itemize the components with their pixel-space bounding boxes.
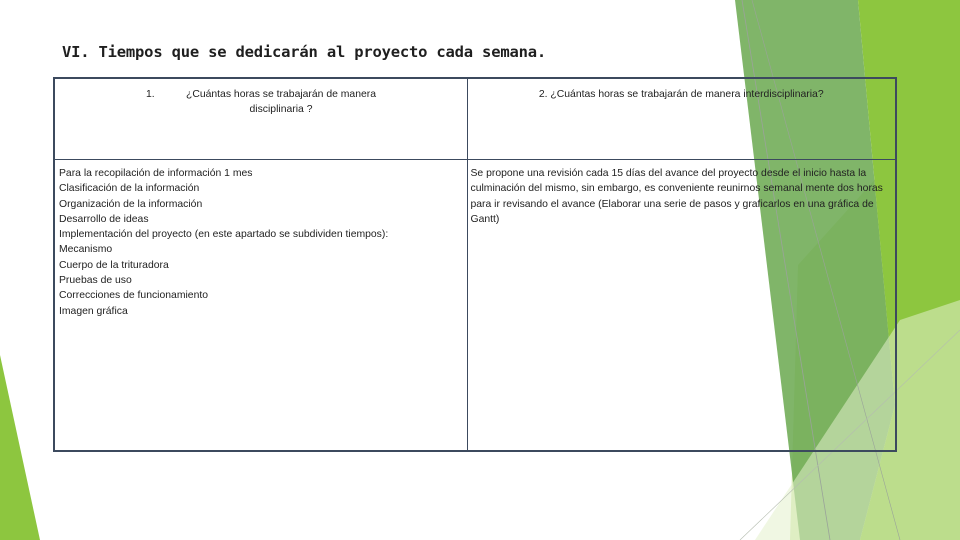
table-body-row [54, 160, 896, 452]
col1-body-cell [54, 160, 467, 452]
list-item: Implementación del proyecto (en este apartado se subdividen tiempos): [59, 229, 389, 241]
disciplinary-task-list [55, 160, 467, 319]
table-header-row [54, 78, 896, 160]
left-green-triangle [0, 355, 40, 540]
list-item: Pruebas de uso [59, 275, 132, 287]
interdisciplinary-description: Se propone una revisión cada 15 días del avance del proyecto desde el inicio hasta la culminación del mismo, sin embargo, es conveniente reunirnos semanal mente dos horas para ir revisando el avance (Elaborar una serie de pasos y graficarlos en una gráfica de Gantt) [470, 168, 883, 225]
col2-body-cell [467, 160, 896, 452]
list-item: Clasificación de la información [59, 183, 200, 195]
col1-question-text: ¿Cuántas horas se trabajarán de manera disciplinaria ? [185, 89, 377, 115]
list-item: Desarrollo de ideas [59, 213, 149, 225]
col1-question [55, 79, 467, 117]
slide-title: VI. Tiempos que se dedicarán al proyecto cada semana. [62, 43, 546, 61]
list-item: Para la recopilación de información 1 mes [59, 168, 253, 179]
col2-question-text: 2. ¿Cuántas horas se trabajarán de manera interdisciplinaria? [538, 89, 824, 100]
list-item: Organización de la información [59, 198, 203, 210]
col1-header-cell [54, 78, 467, 160]
list-item: Cuerpo de la trituradora [59, 259, 169, 271]
col1-question-number: 1. [146, 89, 155, 100]
list-item: Correcciones de funcionamiento [59, 290, 209, 302]
list-item: Mecanismo [59, 244, 113, 256]
hours-table [53, 77, 897, 452]
col2-header-cell [467, 78, 896, 160]
list-item: Imagen gráfica [59, 305, 128, 317]
